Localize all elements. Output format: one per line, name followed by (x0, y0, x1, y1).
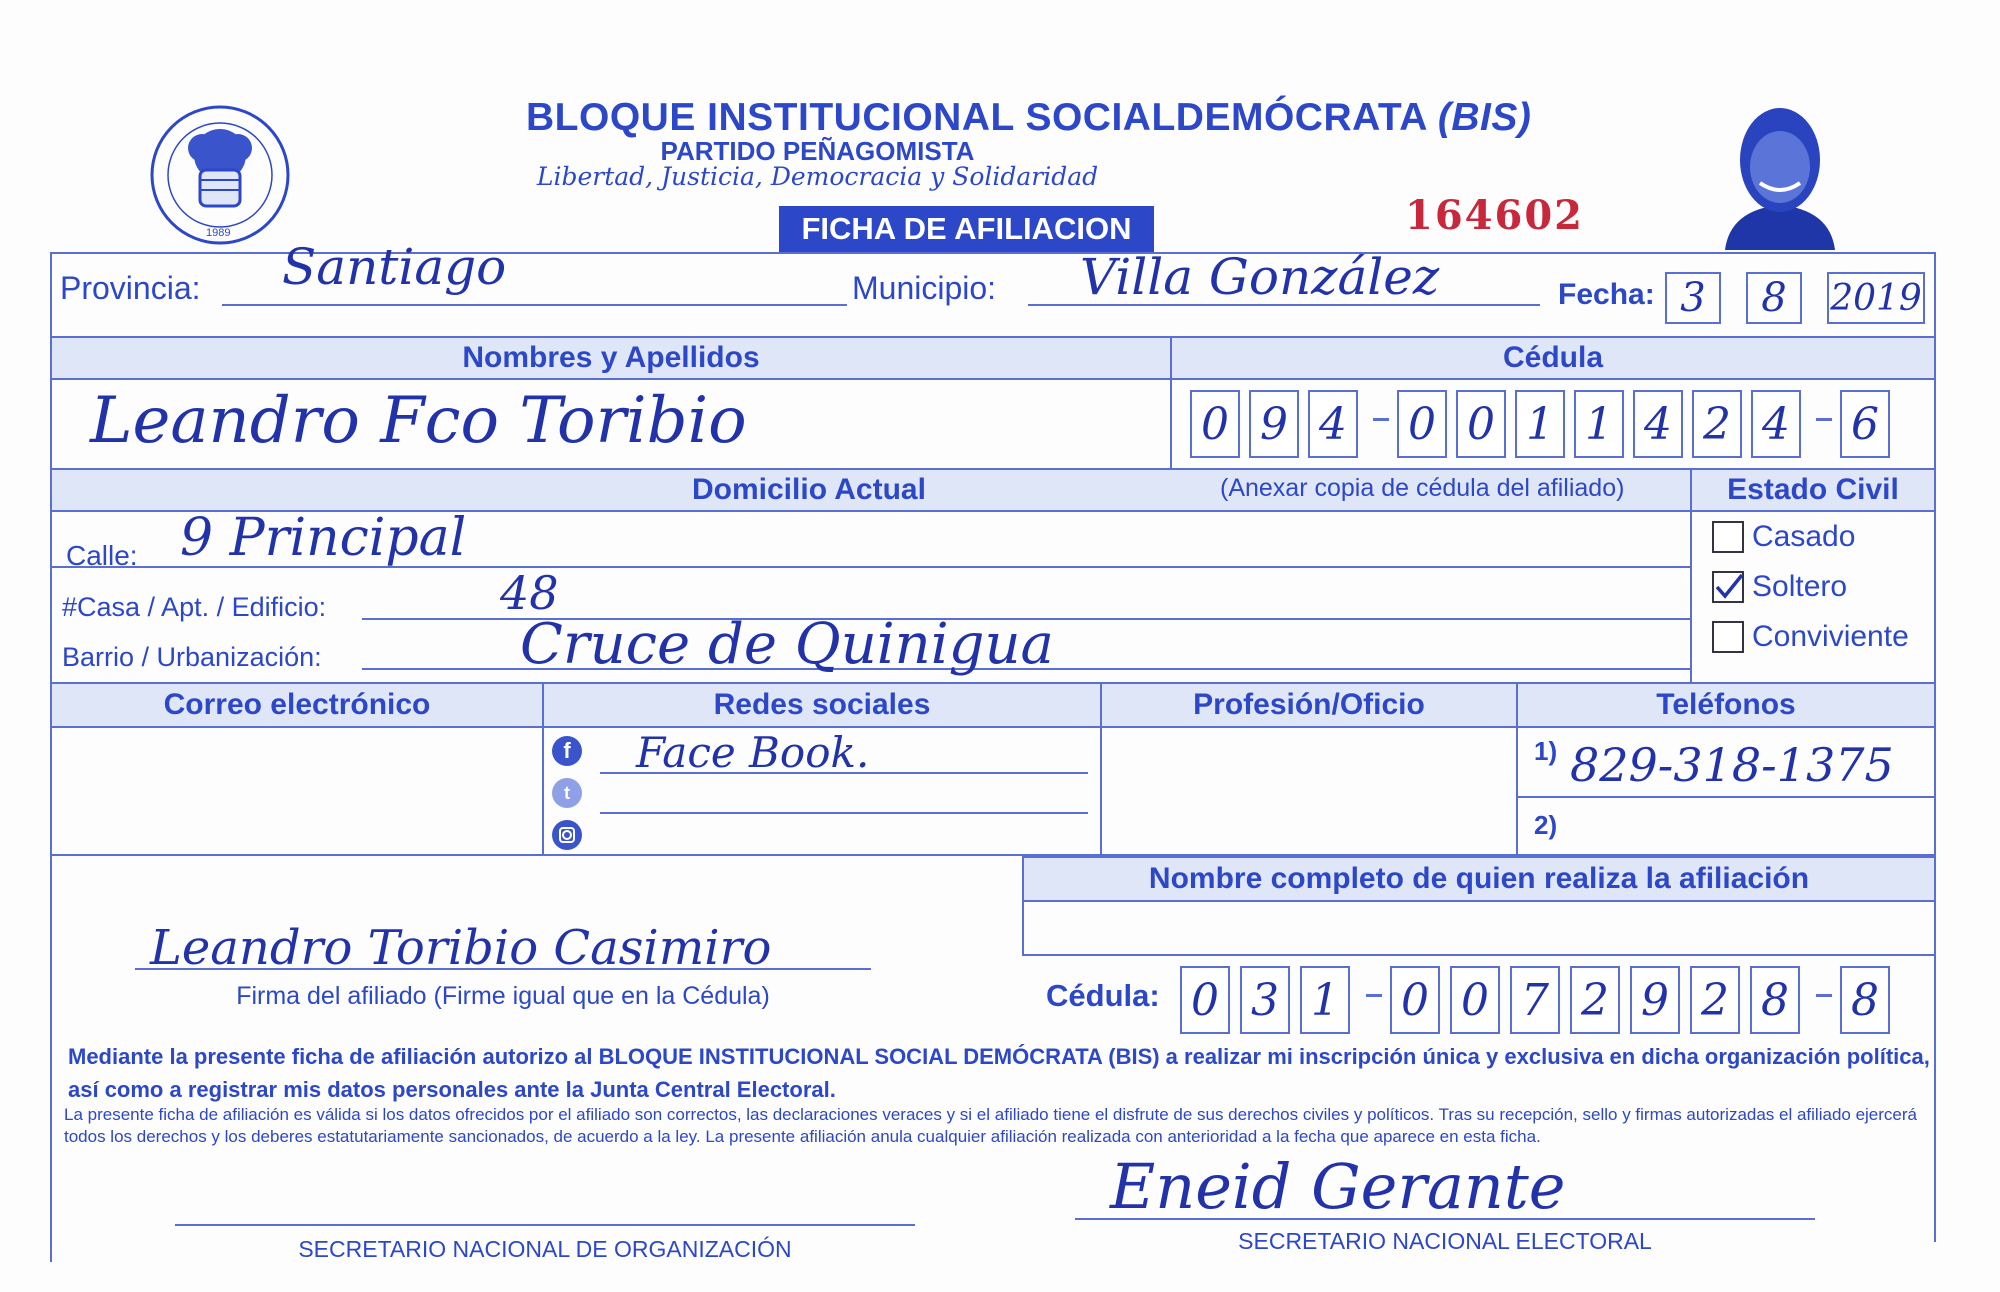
fecha-month-box[interactable]: 8 (1746, 272, 1802, 324)
profesion-header: Profesión/Oficio (1100, 682, 1518, 728)
cedula-dash (1366, 994, 1382, 997)
cedula-digit-box[interactable]: 4 (1308, 390, 1358, 458)
domicilio-header: Domicilio Actual (50, 468, 1692, 512)
cedula-digit-box[interactable]: 1 (1300, 966, 1350, 1034)
checkbox[interactable] (1712, 521, 1744, 553)
estado-civil-label: Conviviente (1752, 620, 1909, 653)
municipio-value: Villa González (1080, 248, 1440, 306)
afiliador-cedula-label: Cédula: (1046, 978, 1160, 1013)
calle-value: 9 Principal (180, 508, 467, 568)
fecha-year-box[interactable]: 2019 (1827, 272, 1925, 324)
party-motto: Libertad, Justicia, Democracia y Solidaridad (536, 162, 1099, 191)
fecha-day-box[interactable]: 3 (1665, 272, 1721, 324)
facebook-value: Face Book. (636, 728, 870, 777)
twitter-icon: t (552, 778, 582, 808)
estado-civil-header: Estado Civil (1690, 468, 1936, 512)
cedula-digit-box[interactable]: 8 (1840, 966, 1890, 1034)
tel-divider (1518, 796, 1934, 798)
estado-civil-options (1712, 520, 1932, 680)
afiliado-signature: Leandro Toribio Casimiro (150, 920, 772, 976)
sec-electoral-line (1075, 1218, 1815, 1220)
afiliador-cedula-digit-boxes[interactable] (1180, 966, 1920, 1034)
estado-civil-option[interactable] (1712, 620, 1909, 654)
sec-electoral-signature: Eneid Gerante (1110, 1150, 1566, 1223)
cedula-digit-box[interactable]: 2 (1690, 966, 1740, 1034)
cedula-digit-box[interactable]: 9 (1630, 966, 1680, 1034)
cedula-digit-box[interactable]: 6 (1840, 390, 1890, 458)
cedula-digit-box[interactable]: 0 (1390, 966, 1440, 1034)
cedula-digit-box[interactable]: 4 (1751, 390, 1801, 458)
serial-number: 164602 (1405, 192, 1584, 239)
cedula-note: (Anexar copia de cédula del afiliado) (1220, 474, 1625, 502)
cedula-digit-box[interactable]: 9 (1249, 390, 1299, 458)
estado-civil-option[interactable] (1712, 520, 1855, 554)
organization-abbr: (BIS) (1437, 96, 1532, 139)
calle-label: Calle: (66, 540, 138, 571)
twitter-field[interactable] (600, 812, 1088, 814)
estado-civil-label: Casado (1752, 520, 1856, 553)
casa-label: #Casa / Apt. / Edificio: (62, 592, 327, 622)
seal-year: 1989 (206, 227, 231, 239)
tel1-value: 829-318-1375 (1570, 738, 1894, 792)
cedula-dash (1373, 418, 1389, 421)
cedula-digit-box[interactable]: 7 (1510, 966, 1560, 1034)
cedula-digit-box[interactable]: 0 (1190, 390, 1240, 458)
provincia-field[interactable] (222, 304, 847, 306)
checkbox[interactable] (1712, 621, 1744, 653)
municipio-label: Municipio: (852, 270, 997, 306)
provincia-value: Santiago (282, 238, 507, 296)
cedula-digit-box[interactable]: 4 (1633, 390, 1683, 458)
estado-civil-label: Soltero (1752, 570, 1848, 603)
telefonos-header: Teléfonos (1516, 682, 1936, 728)
cedula-digit-box[interactable]: 0 (1450, 966, 1500, 1034)
cedula-digit-box[interactable]: 8 (1750, 966, 1800, 1034)
tel1-label: 1) (1534, 736, 1558, 766)
organization-title (526, 96, 1531, 140)
barrio-value: Cruce de Quinigua (520, 612, 1054, 677)
checkbox-checked[interactable] (1712, 571, 1744, 603)
redes-header: Redes sociales (542, 682, 1102, 728)
correo-header: Correo electrónico (50, 682, 544, 728)
afiliado-signature-caption: Firma del afiliado (Firme igual que en la Cédula) (236, 982, 770, 1010)
sec-electoral-caption: SECRETARIO NACIONAL ELECTORAL (1238, 1228, 1652, 1254)
cedula-digit-box[interactable]: 2 (1692, 390, 1742, 458)
form-title-banner: FICHA DE AFILIACION (779, 206, 1154, 252)
cedula-dash (1816, 994, 1832, 997)
sec-organizacion-line (175, 1224, 915, 1226)
instagram-icon (552, 820, 582, 850)
cedula-digit-box[interactable]: 1 (1515, 390, 1565, 458)
afiliador-header: Nombre completo de quien realiza la afiliación (1022, 856, 1936, 902)
cedula-header: Cédula (1170, 336, 1936, 380)
cedula-digit-boxes[interactable] (1190, 390, 1920, 458)
cedula-digit-box[interactable]: 1 (1574, 390, 1624, 458)
organization-name: BLOQUE INSTITUCIONAL SOCIALDEMÓCRATA (526, 96, 1427, 139)
names-header: Nombres y Apellidos (50, 336, 1172, 380)
cedula-digit-box[interactable]: 0 (1456, 390, 1506, 458)
cedula-digit-box[interactable]: 3 (1240, 966, 1290, 1034)
cedula-digit-box[interactable]: 0 (1180, 966, 1230, 1034)
legal-authorization: Mediante la presente ficha de afiliación autorizo al BLOQUE INSTITUCIONAL SOCIAL DEMÓCRATA (BIS) a realizar mi inscripción única y exclusiva en dicha organización política, así como a registrar mis datos personales ante la Junta Central Electoral. (68, 1044, 1930, 1102)
estado-civil-option[interactable] (1712, 570, 1847, 604)
names-value: Leandro Fco Toribio (90, 384, 747, 458)
cedula-digit-box[interactable]: 0 (1397, 390, 1447, 458)
afiliador-name-field[interactable] (1022, 900, 1936, 956)
candidate-photo (1720, 95, 1840, 250)
barrio-label: Barrio / Urbanización: (62, 642, 322, 672)
correo-field[interactable] (50, 726, 544, 856)
party-name: PARTIDO PEÑAGOMISTA (660, 136, 975, 166)
cedula-digit-box[interactable]: 2 (1570, 966, 1620, 1034)
profesion-field[interactable] (1100, 726, 1518, 856)
tel2-label: 2) (1534, 810, 1558, 840)
casa-value: 48 (500, 566, 559, 620)
cedula-dash (1816, 418, 1832, 421)
sec-organizacion-caption: SECRETARIO NACIONAL DE ORGANIZACIÓN (298, 1236, 792, 1262)
provincia-label: Provincia: (60, 270, 201, 306)
legal-conditions: La presente ficha de afiliación es válida si los datos ofrecidos por el afiliado son correctos, las declaraciones veraces y si el afiliado tiene el disfrute de sus derechos civiles y políticos. Tras su recepción, sello y firmas autorizadas el afiliado ejercerá todos los derechos y los deberes estatutariamente sancionados, de acuerdo a la ley. La presente afiliación anula cualquier afiliación realizada con anterioridad a la fecha que aparece en esta ficha. (64, 1105, 1917, 1146)
facebook-icon: f (552, 736, 582, 766)
fecha-label: Fecha: (1558, 278, 1655, 311)
afiliado-signature-line (135, 968, 871, 970)
